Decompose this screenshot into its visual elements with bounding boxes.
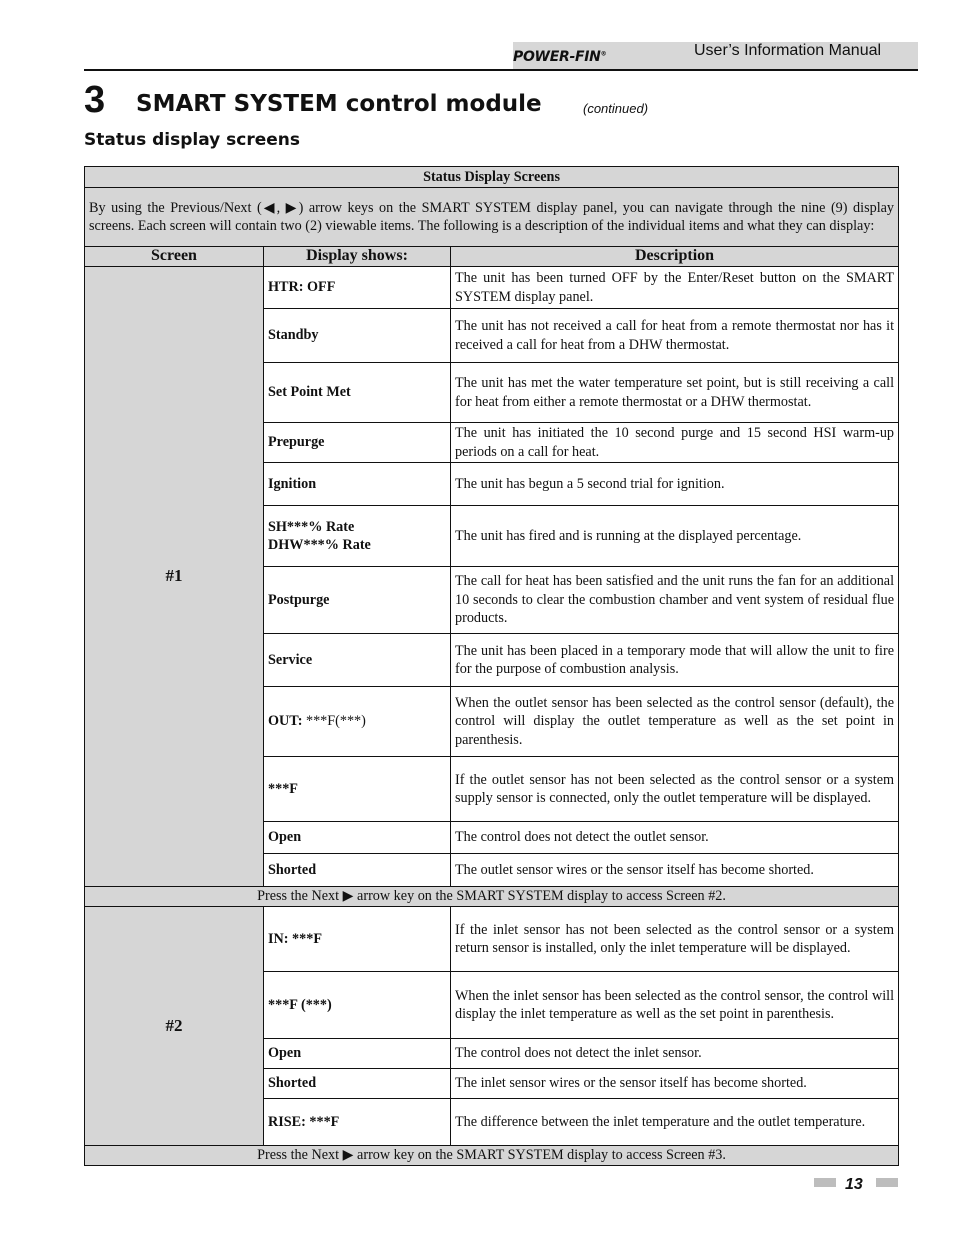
description: If the outlet sensor has not been selected as the control sensor or a system supply sensor is connected, only the outlet temperature will be displayed. [451,757,899,822]
display-line: SH***% Rate [268,518,355,535]
display-value: Shorted [264,854,451,887]
column-header-row [85,247,899,267]
description: The outlet sensor wires or the sensor itself has become shorted. [451,854,899,887]
display-value: Open [264,1039,451,1069]
screen-label: #1 [85,267,264,887]
display-value: HTR: OFF [264,267,451,309]
screen-label: #2 [85,907,264,1146]
header-rule [84,69,918,71]
display-value: IN: ***F [264,907,451,972]
description: The unit has fired and is running at the displayed percentage. [451,506,899,567]
footer-bar-right [876,1178,898,1187]
description: The unit has been turned OFF by the Enter/Reset button on the SMART SYSTEM display panel. [451,267,899,309]
column-header-screen: Screen [85,247,264,267]
description: The unit has met the water temperature set point, but is still receiving a call for heat from either a remote thermostat or a DHW thermostat. [451,363,899,423]
description: The call for heat has been satisfied and the unit runs the fan for an additional 10 seconds to clear the combustion chamber and vent system of residual flue products. [451,567,899,634]
display-value: ***F [264,757,451,822]
display-value [264,506,451,567]
display-value: Ignition [264,463,451,506]
display-value: Open [264,822,451,854]
description: The unit has not received a call for heat from a remote thermostat nor has it received a call for heat from a DHW thermostat. [451,309,899,363]
description: The difference between the inlet temperature and the outlet temperature. [451,1099,899,1146]
description: The unit has begun a 5 second trial for ignition. [451,463,899,506]
description: The unit has initiated the 10 second purge and 15 second HSI warm-up periods on a call for heat. [451,423,899,463]
chapter-continued: (continued) [583,101,649,116]
column-header-display: Display shows: [264,247,451,267]
table-caption-row [85,167,899,188]
description: If the inlet sensor has not been selected as the control sensor or a system return sensor is installed, only the inlet temperature will be displayed. [451,907,899,972]
display-value: ***F (***) [264,972,451,1039]
display-line: DHW***% Rate [268,537,371,553]
display-value: Set Point Met [264,363,451,423]
display-value: Standby [264,309,451,363]
table-caption: Status Display Screens [85,167,899,188]
status-display-table [84,166,899,1166]
table-intro-row [85,188,899,247]
chapter-title: SMART SYSTEM control module [136,91,542,117]
display-value: OUT: ***F(***) [264,687,451,757]
next-screen-note: Press the Next ▶ arrow key on the SMART SYSTEM display to access Screen #2. [85,887,899,907]
display-value: Shorted [264,1069,451,1099]
description: The control does not detect the outlet sensor. [451,822,899,854]
brand-logo: POWER-FIN® [513,49,607,65]
description: The control does not detect the inlet sensor. [451,1039,899,1069]
table-intro: By using the Previous/Next (◀, ▶) arrow keys on the SMART SYSTEM display panel, you can navigate through the nine (9) display screens. Each screen will contain two (2) viewable items. The following is a description of the individual items and what they can display: [85,188,899,247]
description: The inlet sensor wires or the sensor itself has become shorted. [451,1069,899,1099]
manual-title: User’s Information Manual [694,42,882,59]
table-row [85,907,899,972]
display-value: Prepurge [264,423,451,463]
description: When the inlet sensor has been selected as the control sensor, the control will display the inlet temperature as well as the set point in parenthesis. [451,972,899,1039]
description: When the outlet sensor has been selected as the control sensor (default), the control will display the outlet temperature as well as the set point in parenthesis. [451,687,899,757]
footer-bar-left [814,1178,836,1187]
next-screen-note-row [85,887,899,907]
next-screen-note: Press the Next ▶ arrow key on the SMART SYSTEM display to access Screen #3. [85,1146,899,1166]
column-header-description: Description [451,247,899,267]
table-row [85,267,899,309]
section-title: Status display screens [84,130,301,150]
display-value: Service [264,634,451,687]
display-value: RISE: ***F [264,1099,451,1146]
page-number: 13 [845,1176,863,1193]
description: The unit has been placed in a temporary mode that will allow the unit to fire for the purpose of combustion analysis. [451,634,899,687]
display-value: Postpurge [264,567,451,634]
next-screen-note-row [85,1146,899,1166]
chapter-number: 3 [84,79,106,121]
